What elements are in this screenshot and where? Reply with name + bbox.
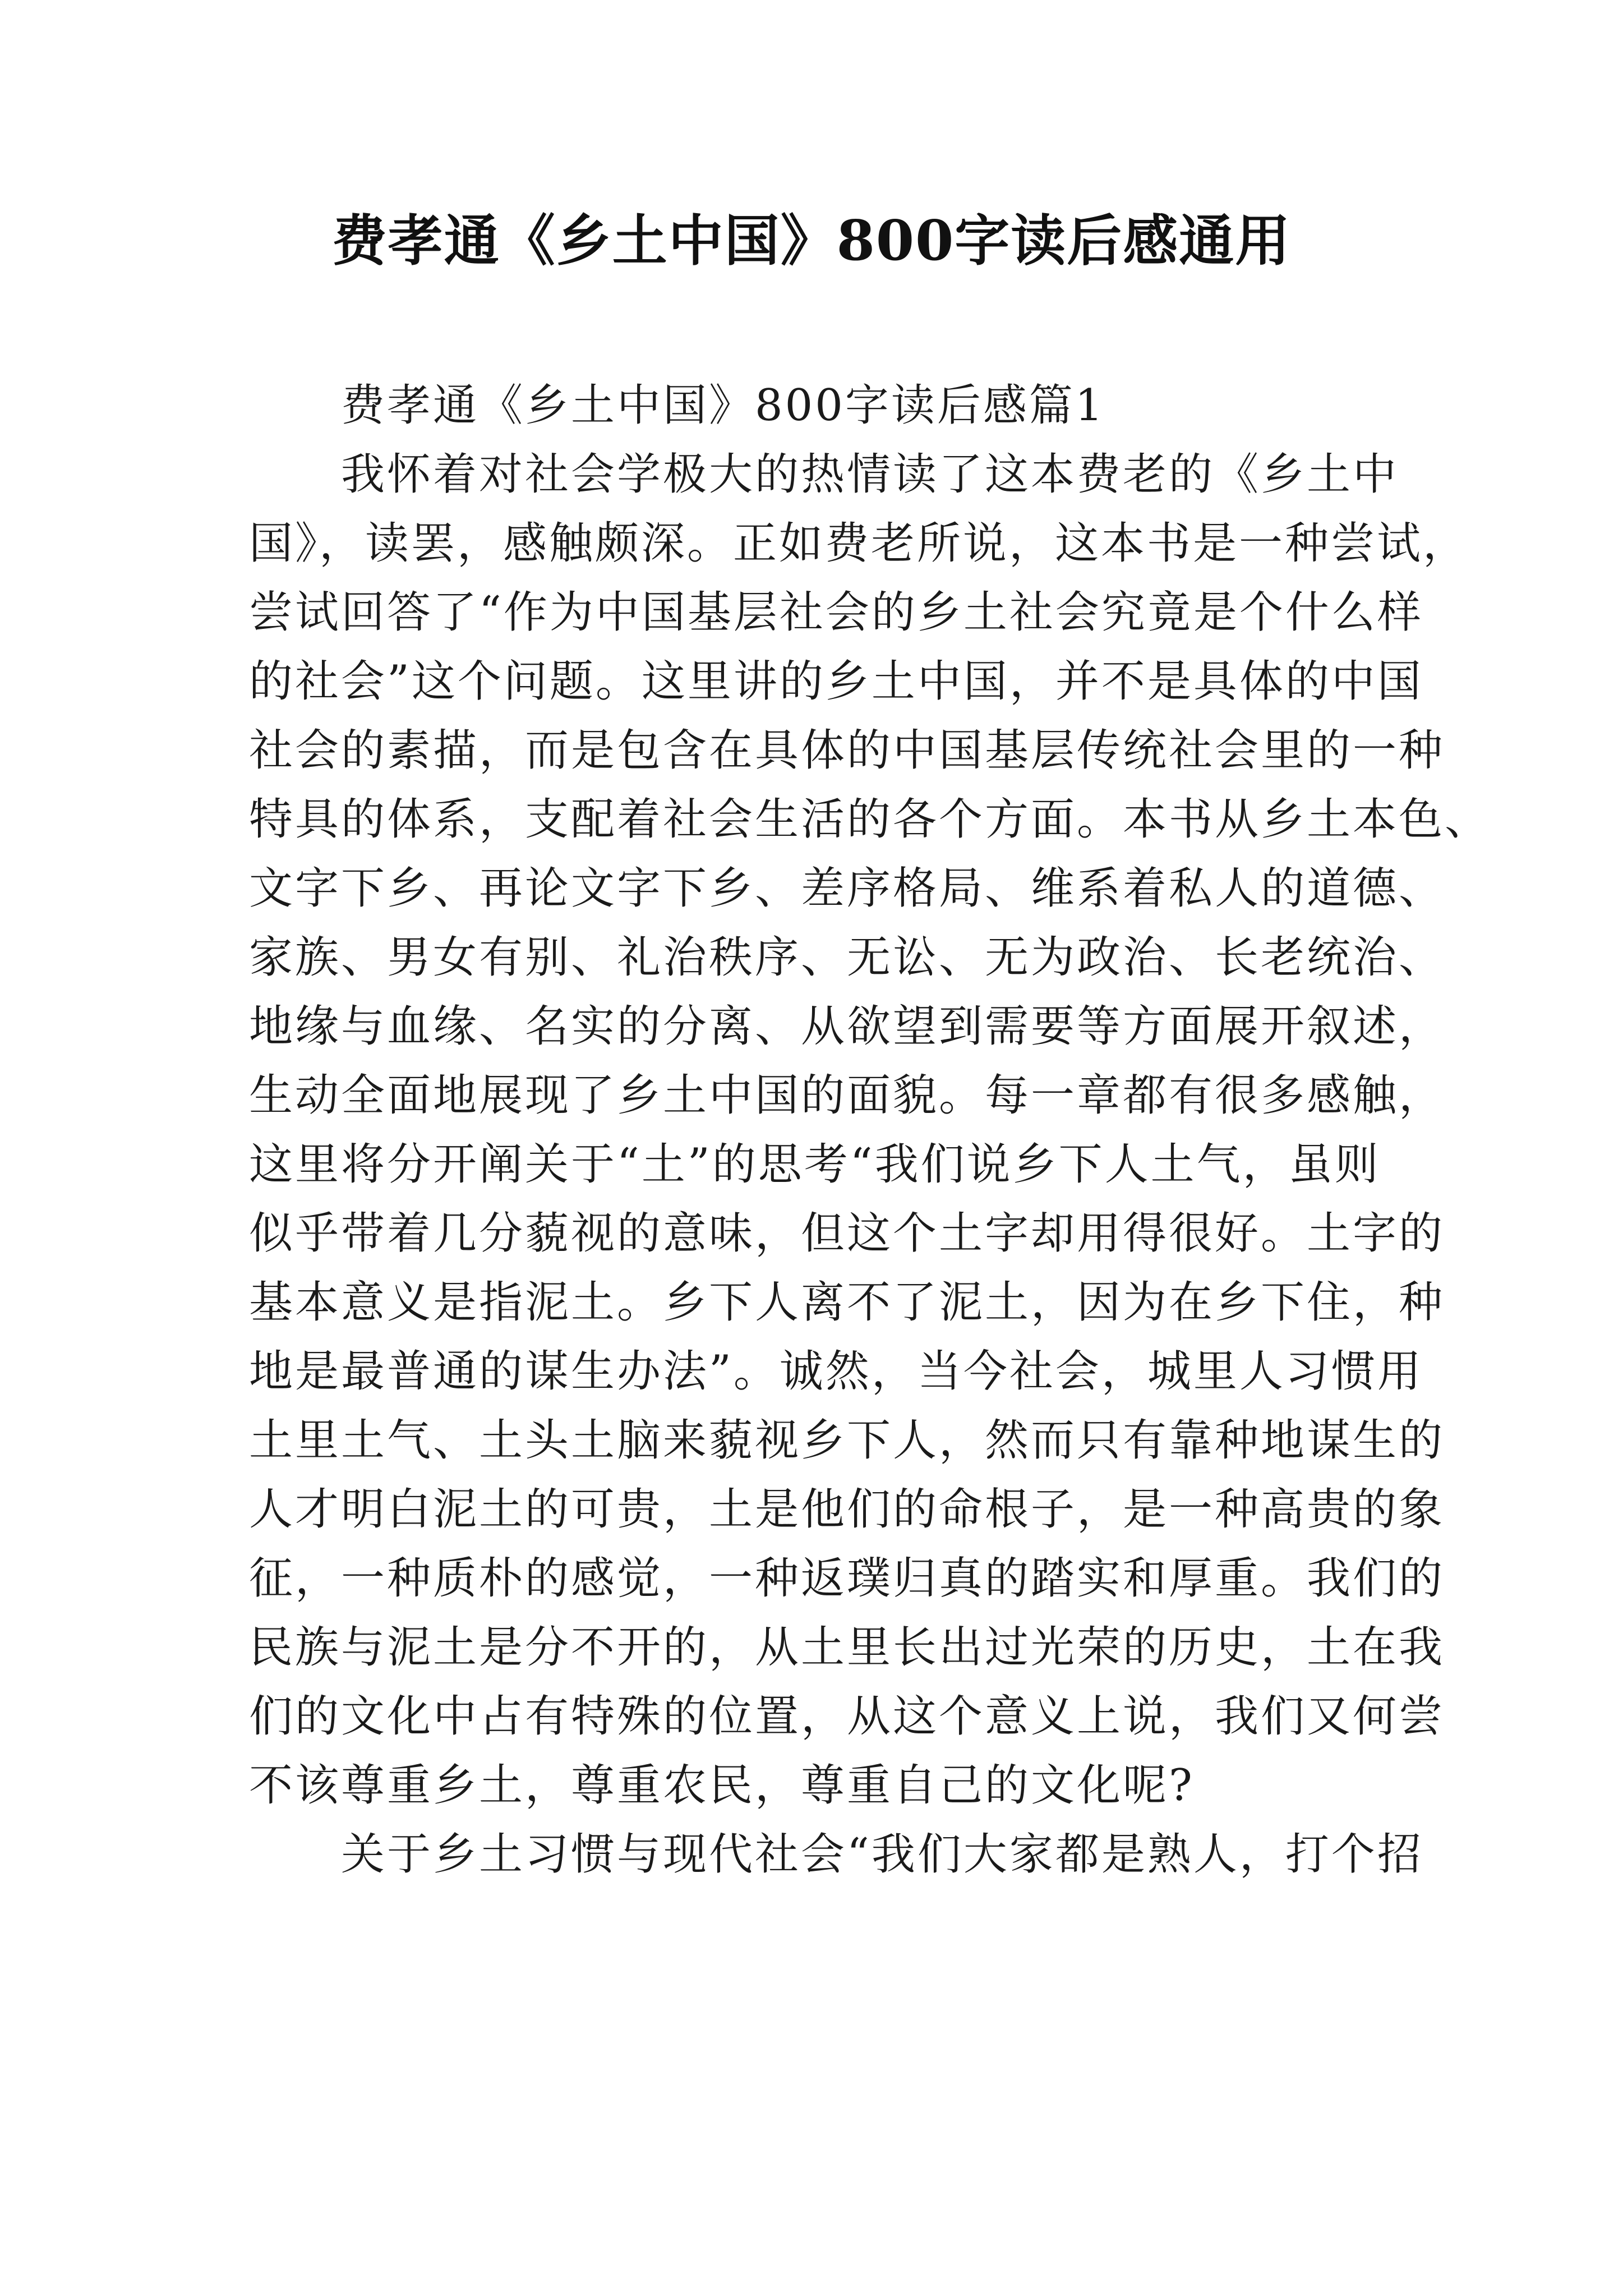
paragraph-line: 不该尊重乡土，尊重农民，尊重自己的文化呢?	[249, 1760, 1195, 1811]
paragraph-line: 征，一种质朴的感觉，一种返璞归真的踏实和厚重。我们的	[249, 1553, 1445, 1604]
paragraph-line: 似乎带着几分藐视的意味，但这个土字却用得很好。土字的	[249, 1208, 1445, 1259]
paragraph-line: 尝试回答了“作为中国基层社会的乡土社会究竟是个什么样	[249, 587, 1423, 638]
document-body	[249, 371, 1491, 1889]
paragraph-line: 文字下乡、再论文字下乡、差序格局、维系着私人的道德、	[249, 863, 1445, 914]
paragraph-line: 们的文化中占有特殊的位置，从这个意义上说，我们又何尝	[249, 1691, 1445, 1742]
paragraph-line: 国》，读罢，感触颇深。正如费老所说，这本书是一种尝试，	[249, 518, 1469, 569]
paragraph-line: 地缘与血缘、名实的分离、从欲望到需要等方面展开叙述，	[249, 1001, 1445, 1052]
paragraph-line: 的社会”这个问题。这里讲的乡土中国，并不是具体的中国	[249, 656, 1423, 707]
document-title: 费孝通《乡土中国》800字读后感通用	[331, 209, 1292, 273]
paragraph-line: 民族与泥土是分不开的，从土里长出过光荣的历史，土在我	[249, 1622, 1445, 1673]
paragraph-line: 特具的体系，支配着社会生活的各个方面。本书从乡土本色、	[249, 794, 1491, 845]
paragraph-line: 我怀着对社会学极大的热情读了这本费老的《乡土中	[341, 449, 1399, 500]
section-heading: 费孝通《乡土中国》800字读后感篇1	[341, 380, 1105, 431]
paragraph-line: 基本意义是指泥土。乡下人离不了泥土，因为在乡下住，种	[249, 1277, 1445, 1328]
paragraph-line: 人才明白泥土的可贵，土是他们的命根子，是一种高贵的象	[249, 1484, 1445, 1535]
paragraph-line: 地是最普通的谋生办法”。诚然，当今社会，城里人习惯用	[249, 1346, 1423, 1397]
paragraph-line: 社会的素描，而是包含在具体的中国基层传统社会里的一种	[249, 725, 1445, 776]
paragraph-line: 关于乡土习惯与现代社会“我们大家都是熟人，打个招	[341, 1829, 1423, 1880]
paragraph-line: 这里将分开阐关于“土”的思考“我们说乡下人土气，虽则	[249, 1139, 1381, 1190]
paragraph-line: 家族、男女有别、礼治秩序、无讼、无为政治、长老统治、	[249, 932, 1445, 983]
paragraph-line: 生动全面地展现了乡土中国的面貌。每一章都有很多感触，	[249, 1070, 1445, 1121]
paragraph-line: 土里土气、土头土脑来藐视乡下人，然而只有靠种地谋生的	[249, 1415, 1445, 1466]
